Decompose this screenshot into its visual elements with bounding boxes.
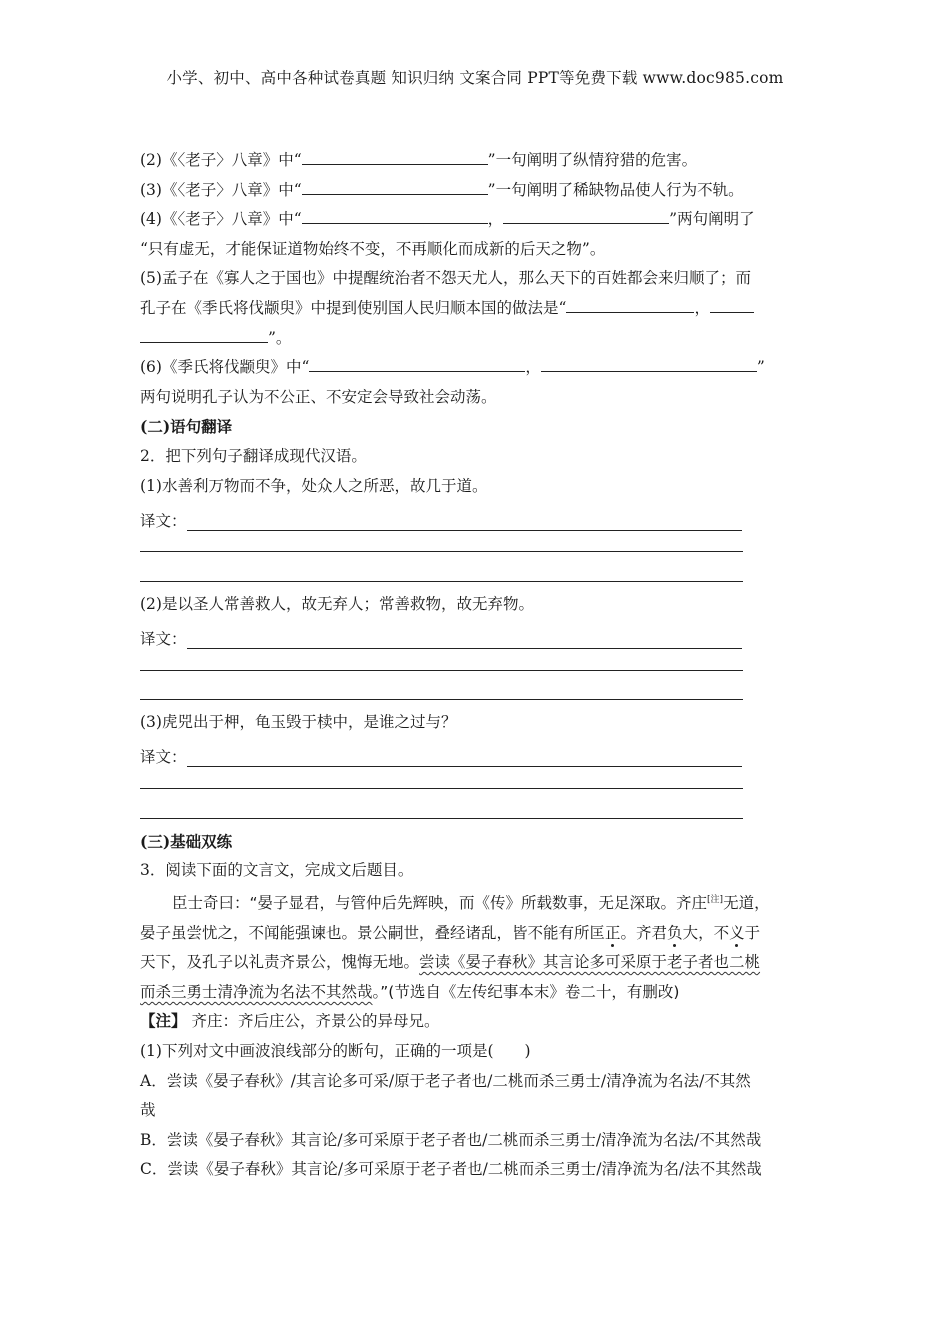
translation-answer-line[interactable] xyxy=(187,512,742,531)
translation-item-1: (1)水善利万物而不争，处众人之所恶，故几于道。 xyxy=(140,476,488,495)
translation-answer-line[interactable] xyxy=(140,531,812,561)
fill-question-5: (5)孟子在《寡人之于国也》中提醒统治者不怨天尤人，那么天下的百姓都会来归顺了；而 xyxy=(140,269,751,288)
answer-blank[interactable] xyxy=(302,150,488,165)
translation-instruction: 2．把下列句子翻译成现代汉语。 xyxy=(140,446,367,465)
reading-instruction: 3．阅读下面的文言文，完成文后题目。 xyxy=(140,861,414,880)
note-tag: 【注】 xyxy=(140,1012,187,1031)
option-a-cont: 哉 xyxy=(140,1101,156,1120)
fill-question-4-cont: “只有虚无，才能保证道物始终不变，不再顺化而成新的后天之物”。 xyxy=(140,239,606,258)
answer-blank[interactable] xyxy=(710,298,754,313)
translation-answer-line[interactable] xyxy=(187,630,742,649)
option-b[interactable]: B．尝读《晏子春秋》其言论/多可采原于老子者也/二桃而杀三勇士/清净流为名法/不其然哉 xyxy=(140,1130,762,1149)
wavy-underlined-text: 而杀三勇士清净流为名法不其然哉 xyxy=(140,982,373,1001)
translation-answer-row xyxy=(140,620,812,650)
translation-answer-line[interactable] xyxy=(140,649,812,679)
translation-label: 译文： xyxy=(140,630,187,649)
answer-blank[interactable] xyxy=(566,298,694,313)
passage-line: 天下，及孔子以礼责齐景公，愧悔无地。尝读《晏子春秋》其言论多可采原于老子者也二桃 xyxy=(140,953,761,972)
worksheet-body xyxy=(140,146,812,1185)
translation-answer-row xyxy=(140,738,812,768)
translation-item-3: (3)虎兕出于柙，龟玉毁于椟中，是谁之过与？ xyxy=(140,713,457,732)
page-header: 小学、初中、高中各种试卷真题 知识归纳 文案合同 PPT等免费下载 www.doc985.com xyxy=(166,69,784,87)
translation-answer-line[interactable] xyxy=(140,797,812,827)
translation-answer-line[interactable] xyxy=(140,679,812,709)
fill-question-5-end: ”。 xyxy=(140,324,812,354)
section-title-translation: (二)语句翻译 xyxy=(140,417,233,437)
passage-note: 【注】 齐庄：齐后庄公，齐景公的异母兄。 xyxy=(140,1012,440,1031)
passage-line: 而杀三勇士清净流为名法不其然哉。”(节选自《左传纪事本末》卷二十，有删改) xyxy=(140,982,680,1001)
dotted-character: 正 xyxy=(605,923,621,942)
passage-line: 臣士奇曰：“晏子显君，与管仲后先辉映，而《传》所载数事，无足深取。齐庄[注]无道， xyxy=(172,894,770,912)
translation-answer-line[interactable] xyxy=(140,560,812,590)
sub-question-1: (1)下列对文中画波浪线部分的断句，正确的一项是( ) xyxy=(140,1041,531,1060)
translation-answer-row xyxy=(140,501,812,531)
answer-blank[interactable] xyxy=(140,328,268,343)
wavy-underlined-text: 尝读《晏子春秋》其言论多可采原于老子者也二桃 xyxy=(419,953,761,972)
classical-passage xyxy=(140,886,812,1037)
translation-answer-line[interactable] xyxy=(140,767,812,797)
fill-question-6: (6)《季氏将伐颛臾》中“ ， ” xyxy=(140,358,765,377)
fill-question-4: (4)《〈老子〉八章》中“ ， ”两句阐明了 xyxy=(140,210,755,229)
fill-question-3: (3)《〈老子〉八章》中“ ”一句阐明了稀缺物品使人行为不轨。 xyxy=(140,180,744,199)
answer-blank[interactable] xyxy=(302,180,488,195)
fill-question-5-cont: 孔子在《季氏将伐颛臾》中提到使别国人民归顺本国的做法是“ ， xyxy=(140,294,812,324)
fill-question-2: (2)《〈老子〉八章》中“ ”一句阐明了纵情狩猎的危害。 xyxy=(140,151,698,169)
passage-line: 晏子虽尝忧之，不闻能强谏也。景公嗣世，叠经诸乱，皆不能有所匡正。齐君负大，不义于 xyxy=(140,923,761,942)
fill-question-6-cont: 两句说明孔子认为不公正、不安定会导致社会动荡。 xyxy=(140,387,497,406)
answer-blank[interactable] xyxy=(302,209,488,224)
answer-blank[interactable] xyxy=(309,357,525,372)
option-a[interactable]: A．尝读《晏子春秋》/其言论多可采/原于老子者也/二桃而杀三勇士/清净流为名法/不其然 xyxy=(140,1071,751,1090)
translation-label: 译文： xyxy=(140,511,187,530)
answer-blank[interactable] xyxy=(503,209,669,224)
dotted-character: 负 xyxy=(667,923,683,942)
option-c[interactable]: C．尝读《晏子春秋》其言论/多可采原于老子者也/二桃而杀三勇士/清净流为名/法不其然哉 xyxy=(140,1160,762,1179)
dotted-character: 义 xyxy=(729,923,745,942)
note-marker: [注] xyxy=(707,894,724,905)
translation-label: 译文： xyxy=(140,748,187,767)
section-title-reading: (三)基础双练 xyxy=(140,831,233,851)
translation-answer-line[interactable] xyxy=(187,748,742,767)
translation-item-2: (2)是以圣人常善救人，故无弃人；常善救物，故无弃物。 xyxy=(140,594,534,613)
answer-blank[interactable] xyxy=(541,357,757,372)
